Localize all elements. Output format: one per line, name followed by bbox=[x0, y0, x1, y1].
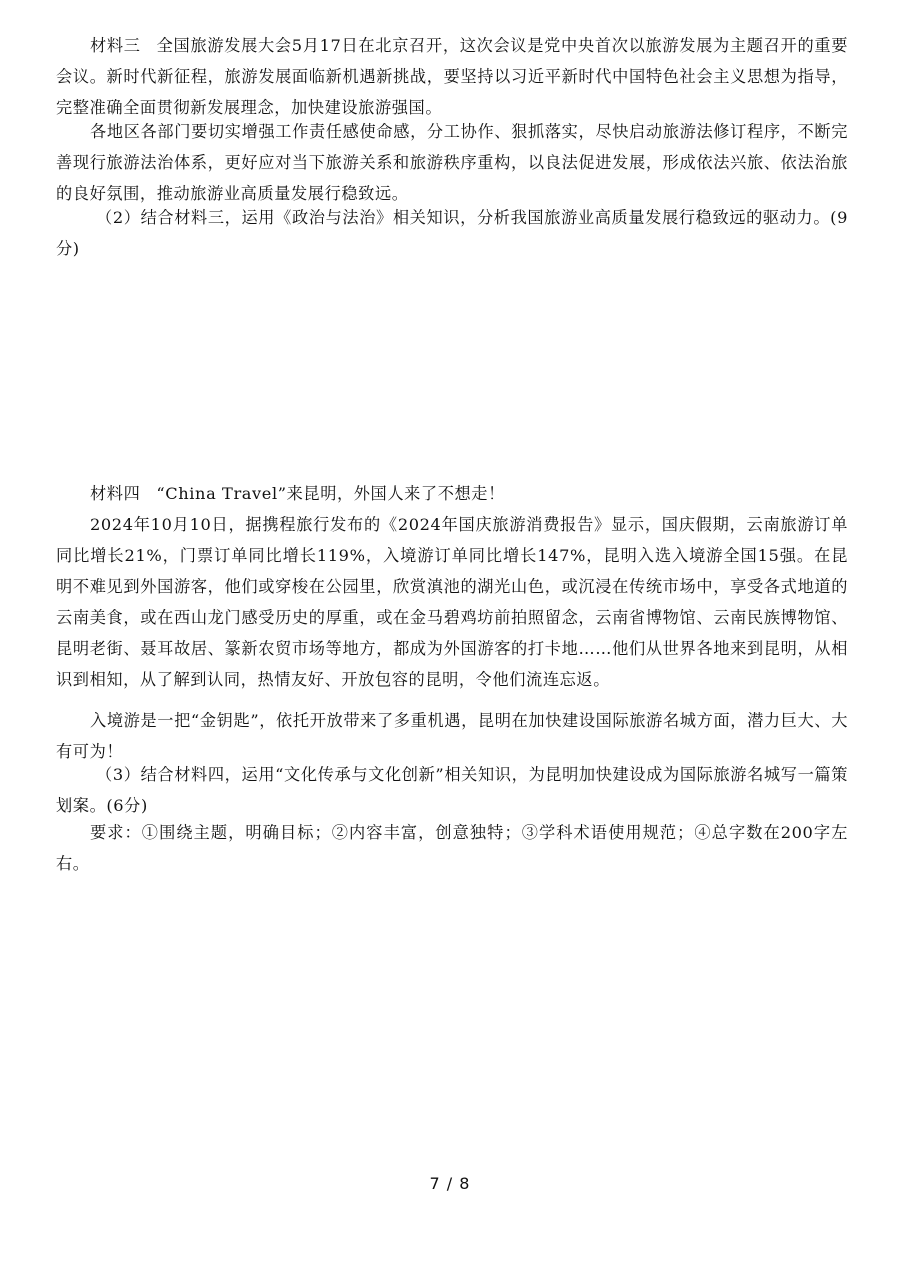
material3-paragraph-1 bbox=[56, 30, 848, 123]
material3-label: 材料三 bbox=[90, 36, 141, 55]
material4-heading bbox=[56, 478, 848, 509]
material4-label: 材料四 bbox=[90, 484, 141, 503]
question-3: （3）结合材料四，运用“文化传承与文化创新”相关知识，为昆明加快建设成为国际旅游名城写一篇策划案。(6分) bbox=[56, 765, 848, 815]
material4-headline: “China Travel”来昆明，外国人来了不想走！ bbox=[156, 484, 505, 503]
material4-paragraph-2: 入境游是一把“金钥匙”，依托开放带来了多重机遇，昆明在加快建设国际旅游名城方面，潜力巨大、大有可为！ bbox=[56, 711, 848, 761]
page-number: 7 / 8 bbox=[429, 1174, 471, 1193]
question-2: （2）结合材料三，运用《政治与法治》相关知识，分析我国旅游业高质量发展行稳致远的驱动力。(9分) bbox=[56, 208, 848, 258]
material4-paragraph-1: 2024年10月10日，据携程旅行发布的《2024年国庆旅游消费报告》显示，国庆假期，云南旅游订单同比增长21%，门票订单同比增长119%，入境游订单同比增长147%，昆明入选入境游全国15强。在昆明不难见到外国游客，他们或穿梭在公园里，欣赏滇池的湖光山色，或沉浸在传统市场中，享受各式地道的云南美食，或在西山龙门感受历史的厚重，或在金马碧鸡坊前拍照留念，云南省博物馆、云南民族博物馆、昆明老街、聂耳故居、篆新农贸市场等地方，都成为外国游客的打卡地……他们从世界各地来到昆明，从相识到相知，从了解到认同，热情友好、开放包容的昆明，令他们流连忘返。 bbox=[56, 515, 848, 689]
material3-paragraph-2: 各地区各部门要切实增强工作责任感使命感，分工协作、狠抓落实，尽快启动旅游法修订程序，不断完善现行旅游法治体系，更好应对当下旅游关系和旅游秩序重构，以良法促进发展，形成依法兴旅、依法治旅的良好氛围，推动旅游业高质量发展行稳致远。 bbox=[56, 122, 848, 203]
question-3-requirements: 要求：①围绕主题，明确目标；②内容丰富，创意独特；③学科术语使用规范；④总字数在200字左右。 bbox=[56, 823, 848, 873]
material3-text-1: 全国旅游发展大会5月17日在北京召开，这次会议是党中央首次以旅游发展为主题召开的重要会议。新时代新征程，旅游发展面临新机遇新挑战，要坚持以习近平新时代中国特色社会主义思想为指导，完整准确全面贯彻新发展理念，加快建设旅游强国。 bbox=[56, 36, 849, 117]
